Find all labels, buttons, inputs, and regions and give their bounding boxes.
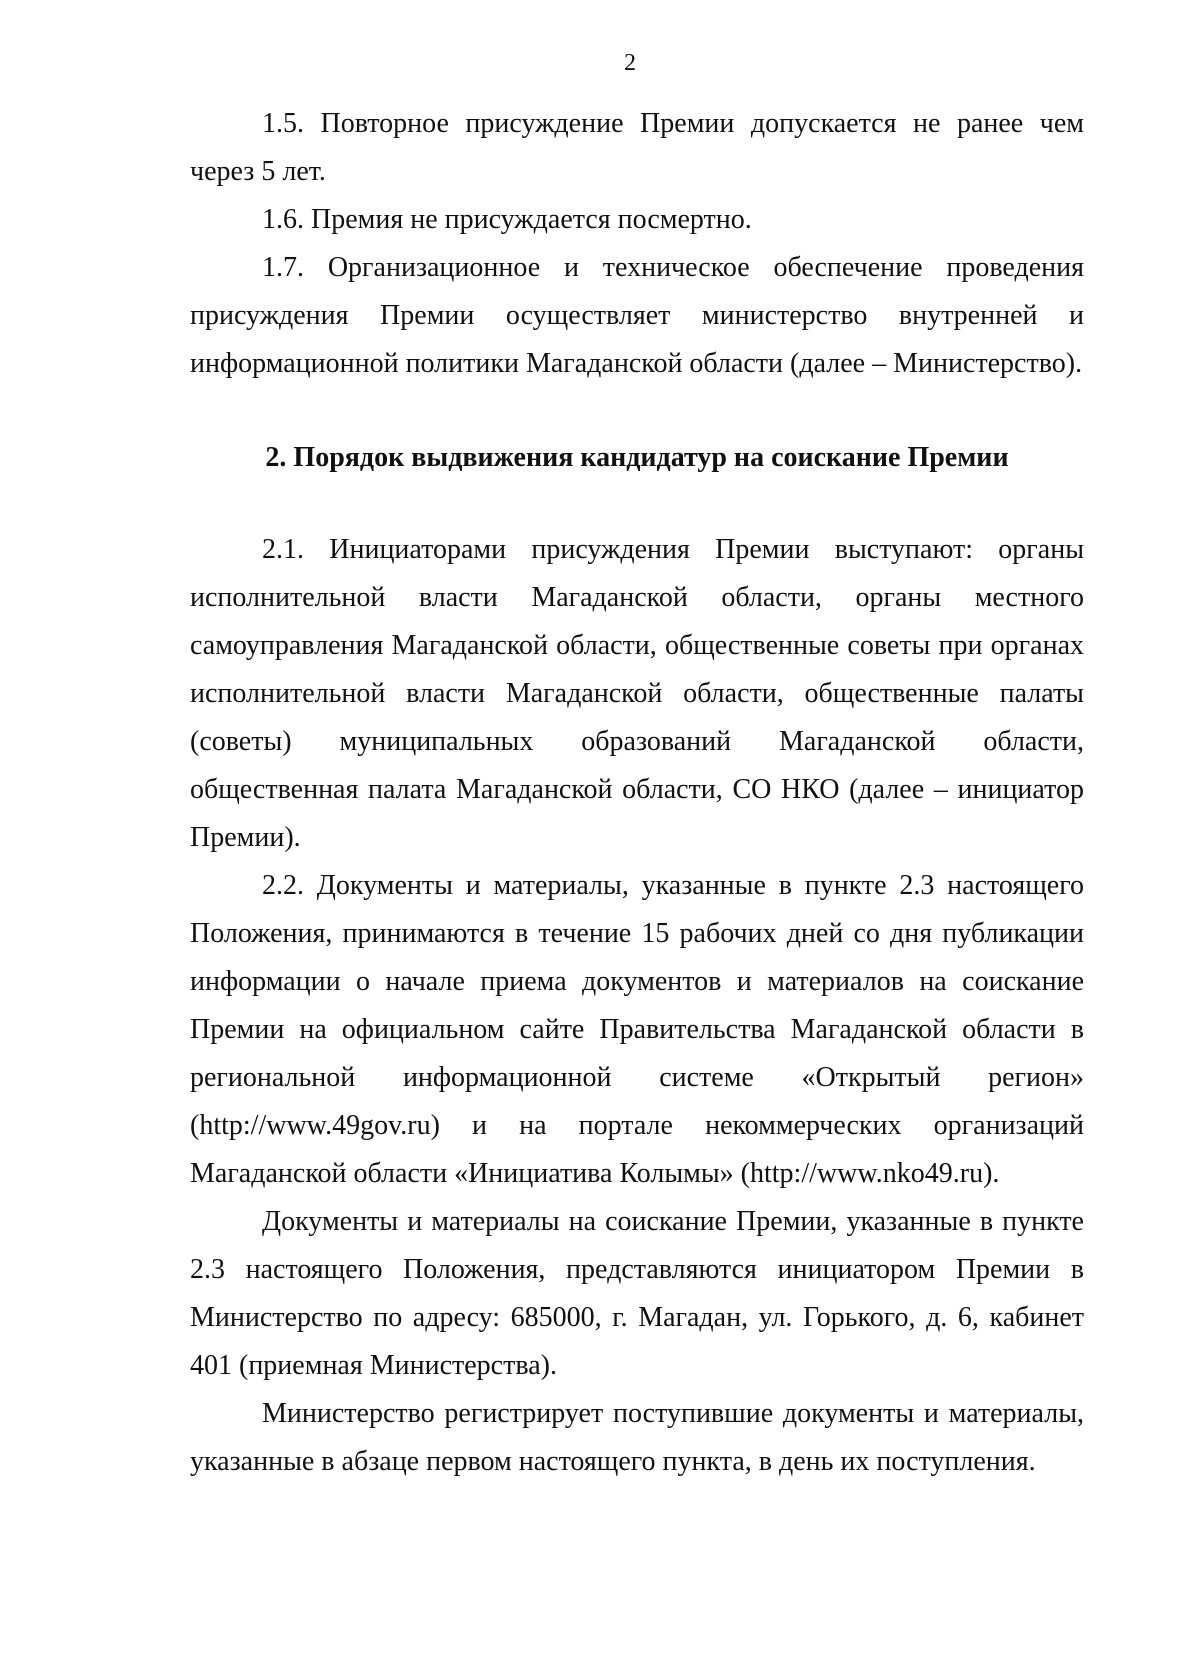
paragraph-1-6: 1.6. Премия не присуждается посмертно.: [262, 204, 752, 235]
paragraph-2-2-submission: Документы и материалы на соискание Премии, указанные в пункте 2.3 настоящего Положения, представляются инициатором Премии в Министерство по адресу: 685000, г. Магадан, ул. Горького, д. 6, кабинет 401 (приемная Министерства).: [190, 1206, 1084, 1381]
page-number: 2: [624, 50, 636, 76]
paragraph-1-5: 1.5. Повторное присуждение Премии допускается не ранее чем через 5 лет.: [190, 108, 1084, 187]
paragraph-2-2: 2.2. Документы и материалы, указанные в пункте 2.3 настоящего Положения, принимаются в течение 15 рабочих дней со дня публикации информации о начале приема документов и материалов на соискание Премии на официальном сайте Правительства Магаданской области в региональной информационной системе «Открытый регион» (http://www.49gov.ru) и на портале некоммерческих организаций Магаданской области «Инициатива Колымы» (http://www.nko49.ru).: [190, 870, 1084, 1189]
paragraph-2-1: 2.1. Инициаторами присуждения Премии выступают: органы исполнительной власти Магаданской области, органы местного самоуправления Магаданской области, общественные советы при органах исполнительной власти Магаданской области, общественные палаты (советы) муниципальных образований Магаданской области, общественная палата Магаданской области, СО НКО (далее – инициатор Премии).: [190, 534, 1084, 853]
section-heading: 2. Порядок выдвижения кандидатур на соискание Премии: [265, 442, 1009, 473]
paragraph-2-2-registration: Министерство регистрирует поступившие документы и материалы, указанные в абзаце первом настоящего пункта, в день их поступления.: [190, 1398, 1084, 1477]
paragraph-1-7: 1.7. Организационное и техническое обеспечение проведения присуждения Премии осуществляет министерство внутренней и информационной политики Магаданской области (далее – Министерство).: [190, 252, 1084, 379]
document-body: [190, 100, 1084, 1486]
